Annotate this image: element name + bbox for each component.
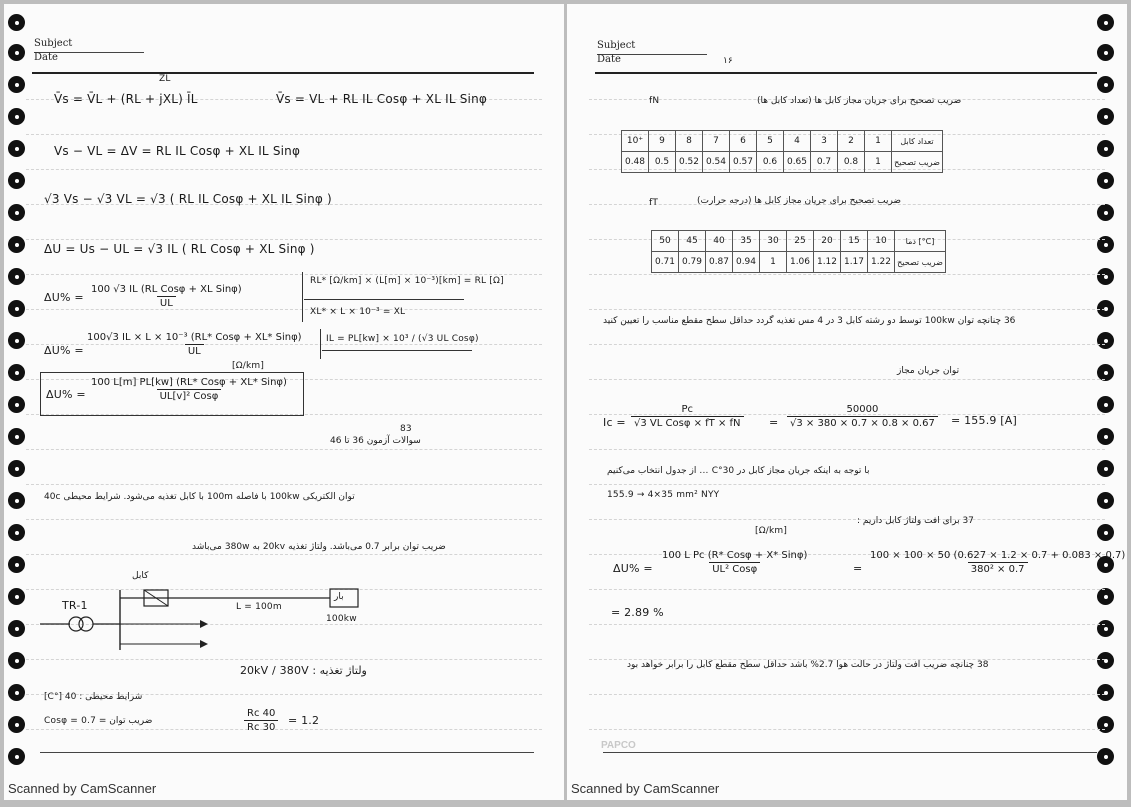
ruled-line [26, 239, 542, 240]
question-36-answer: 155.9 → 4×35 mm² NYY [607, 490, 720, 500]
fraction-denominator: UL [157, 296, 176, 309]
voltage-drop-lhs: ΔU% = [613, 562, 653, 575]
date-label: Date [34, 52, 58, 63]
voltage-drop-result: = 2.89 % [611, 606, 664, 619]
notebook-page-left [4, 4, 564, 800]
fraction-numerator: 100 L[m] PL[kw] (RL* Cosφ + XL* Sinφ) [91, 377, 287, 388]
binding-hole [8, 268, 25, 285]
binding-hole [1097, 428, 1114, 445]
table-cell: 1.22 [868, 252, 895, 273]
circuit-diagram [40, 584, 360, 654]
bottom-rule [40, 752, 534, 753]
table-cell: 0.71 [652, 252, 679, 273]
table1-title: ضریب تصحیح برای جریان مجاز کابل ها (تعداد کابل ها) [757, 96, 962, 106]
current-lhs: Ic = [603, 416, 626, 429]
correction-symbol-count: fN [649, 96, 660, 106]
table-cell: 0.65 [784, 152, 811, 173]
table-cell: 0.94 [733, 252, 760, 273]
table-cell: 1 [865, 152, 892, 173]
table-cell: 5 [757, 131, 784, 152]
table-cell: 30 [760, 231, 787, 252]
binding-hole [8, 76, 25, 93]
scanner-caption: Scanned by CamScanner [571, 781, 720, 796]
resistance-conversion: RL* [Ω/km] × (L[m] × 10⁻³)[km] = RL [Ω] [310, 276, 504, 286]
final-formula-fraction [88, 377, 290, 402]
binding-hole [8, 748, 25, 765]
binding-hole [8, 652, 25, 669]
ruled-line [589, 344, 1105, 345]
binding-hole [1097, 460, 1114, 477]
table-cell: 6 [730, 131, 757, 152]
ambient-temperature-line: شرایط محیطی : 40 [°C] [44, 692, 143, 702]
binding-hole [1097, 396, 1114, 413]
notebook-page-right [567, 4, 1127, 800]
table-row [622, 152, 943, 173]
ruled-line [589, 379, 1105, 380]
correction-symbol-temp: fT [649, 198, 659, 208]
cable-label: کابل [132, 571, 149, 581]
binding-hole [1097, 588, 1114, 605]
cable-length-label: L = 100m [236, 602, 282, 612]
binding-hole [1097, 492, 1114, 509]
fraction-numerator: 50000 [846, 404, 879, 415]
table-cell: 1.06 [787, 252, 814, 273]
ruled-line [26, 449, 542, 450]
unit-label: [Ω/km] [232, 361, 265, 371]
impedance-label: ZL [159, 74, 171, 84]
binding-hole [1097, 684, 1114, 701]
binding-hole [8, 172, 25, 189]
binding-hole [1097, 524, 1114, 541]
question-36-explanation: با توجه به اینکه جریان مجاز کابل در 30°C ... از جدول انتخاب می‌کنیم [607, 466, 870, 476]
arrow-head [200, 620, 208, 628]
table-cell: 15 [841, 231, 868, 252]
table-cell: 4 [784, 131, 811, 152]
table-cell: 2 [838, 131, 865, 152]
table-cell: 0.7 [811, 152, 838, 173]
ratio-value: = 1.2 [288, 714, 320, 727]
table-row [622, 131, 943, 152]
binding-hole [1097, 44, 1114, 61]
binding-hole [8, 44, 25, 61]
arrow-head [200, 640, 208, 648]
ruled-line [26, 519, 542, 520]
table-cell: 10⁺ [622, 131, 649, 152]
table-cell: 1 [865, 131, 892, 152]
table-cell: 7 [703, 131, 730, 152]
table-cell: 0.48 [622, 152, 649, 173]
line-voltage-drop-equation: ΔU = Us − UL = √3 IL ( RL Cosφ + XL Sinφ ) [44, 242, 315, 256]
header-rule [32, 72, 534, 74]
table-header: ضریب تصحیح [895, 252, 946, 273]
three-phase-equation: √3 Vs − √3 VL = √3 ( RL IL Cosφ + XL IL Sinφ ) [44, 192, 332, 206]
binding-hole [8, 716, 25, 733]
ruled-line [589, 589, 1105, 590]
fraction-numerator: Rc 40 [247, 708, 276, 719]
binding-hole [8, 524, 25, 541]
cable-count-table [621, 130, 943, 173]
fraction-numerator: 100 × 100 × 50 (0.627 × 1.2 × 0.7 + 0.083 × 0.7) [870, 550, 1126, 561]
fraction-denominator: √3 × 380 × 0.7 × 0.8 × 0.67 [787, 416, 938, 429]
notebook-brand-watermark: PAPCO [601, 740, 636, 751]
transformer-label: TR-1 [62, 599, 88, 612]
power-factor-line: ضریب توان = Cosφ = 0.7 [44, 716, 153, 726]
voltage-drop-equation: Vs − VL = ΔV = RL IL Cosφ + XL IL Sinφ [54, 144, 301, 158]
table-cell: 8 [676, 131, 703, 152]
binding-hole [8, 428, 25, 445]
ruled-line [26, 554, 542, 555]
table-cell: 0.87 [706, 252, 733, 273]
ruled-line [589, 309, 1105, 310]
ruled-line [26, 729, 542, 730]
binding-hole [8, 236, 25, 253]
load-power-label: 100kw [326, 614, 357, 624]
percent-drop-fraction [88, 284, 245, 309]
table-cell: 10 [868, 231, 895, 252]
question-38: 38 چنانچه ضریب افت ولتاژ در حالت هوا 2.7% باشد حداقل سطح مقطع کابل را برابر خواهد بود [627, 660, 989, 670]
fraction-numerator: 100 L Pc (R* Cosφ + X* Sinφ) [662, 550, 808, 561]
transformer-coil [79, 617, 93, 631]
fraction-denominator: 380² × 0.7 [968, 562, 1028, 575]
ruled-line [26, 274, 542, 275]
fraction-denominator: UL [185, 344, 204, 357]
table-cell: 3 [811, 131, 838, 152]
table-row [652, 252, 946, 273]
fraction-denominator: Rc 30 [244, 720, 278, 733]
date-label: Date [597, 54, 621, 65]
binding-hole [1097, 332, 1114, 349]
binding-hole [8, 556, 25, 573]
binding-hole [8, 14, 25, 31]
problem-statement-2: ضریب توان برابر 0.7 می‌باشد. ولتاژ تغذیه 20kv به 380w می‌باشد [192, 542, 446, 552]
binding-hole [8, 364, 25, 381]
subject-label: Subject [34, 38, 73, 49]
exam-questions-note: سوالات آزمون 36 تا 46 [330, 436, 421, 446]
note-number: 83 [400, 424, 412, 434]
temperature-table [651, 230, 946, 273]
binding-hole [1097, 76, 1114, 93]
ruled-line [26, 169, 542, 170]
unit-label: [Ω/km] [755, 526, 788, 536]
reactance-conversion: XL* × L × 10⁻³ = XL [310, 307, 406, 317]
binding-hole [8, 332, 25, 349]
table-cell: 35 [733, 231, 760, 252]
current-result: = 155.9 [A] [951, 414, 1018, 427]
table-cell: 1.12 [814, 252, 841, 273]
load-label: بار [334, 592, 344, 602]
ruled-line [26, 659, 542, 660]
table-cell: 20 [814, 231, 841, 252]
fraction-denominator: √3 VL Cosφ × fT × fN [631, 416, 744, 429]
table-cell: 0.6 [757, 152, 784, 173]
table-cell: 9 [649, 131, 676, 152]
table-cell: 0.79 [679, 252, 706, 273]
question-36-subnote: توان جریان مجاز [897, 366, 960, 376]
table-cell: 50 [652, 231, 679, 252]
current-fraction-values [787, 404, 938, 429]
current-formula: IL = PL[kw] × 10³ / (√3 UL Cosφ) [326, 334, 479, 344]
ruled-line [589, 519, 1105, 520]
binding-hole [1097, 268, 1114, 285]
equals-sign: = [769, 416, 779, 429]
separator [304, 299, 464, 300]
binding-hole [8, 108, 25, 125]
binding-hole [1097, 14, 1114, 31]
binding-hole [1097, 716, 1114, 733]
binding-hole [1097, 108, 1114, 125]
table-cell: 0.5 [649, 152, 676, 173]
ruled-line [589, 694, 1105, 695]
fraction-numerator: 100√3 IL × L × 10⁻³ (RL* Cosφ + XL* Sinφ) [87, 332, 302, 343]
table-header: تعداد کابل [892, 131, 943, 152]
percent-drop-lhs-2: ΔU% = [44, 344, 84, 357]
binding-hole [8, 204, 25, 221]
magnitude-equation: V̄s = VL + RL IL Cosφ + XL IL Sinφ [276, 92, 488, 106]
voltage-drop-fraction [659, 550, 810, 575]
percent-drop-fraction-2 [84, 332, 305, 357]
table-cell: 0.8 [838, 152, 865, 173]
binding-hole [1097, 140, 1114, 157]
question-36: 36 چنانچه توان 100kw توسط دو رشته کابل 3 در 4 مس تغذیه گردد حداقل سطح مقطع مناسب را تعیین کنید [603, 316, 1016, 326]
separator [322, 350, 472, 351]
table-row [652, 231, 946, 252]
binding-hole [8, 140, 25, 157]
table-cell: 0.52 [676, 152, 703, 173]
binding-hole [8, 620, 25, 637]
ruled-line [26, 484, 542, 485]
table-header: ضریب تصحیح [892, 152, 943, 173]
ruled-line [26, 134, 542, 135]
supply-voltage-line: ولتاژ تغذیه : 20kV / 380V [240, 664, 367, 677]
voltage-drop-fraction-values [867, 550, 1127, 575]
separator [320, 329, 321, 359]
equals-sign: = [853, 562, 863, 575]
table-cell: 25 [787, 231, 814, 252]
ruled-line [589, 484, 1105, 485]
binding-hole [8, 300, 25, 317]
ruled-line [589, 274, 1105, 275]
binding-hole [8, 492, 25, 509]
table-header: دما [°C] [895, 231, 946, 252]
fraction-denominator: UL² Cosφ [709, 562, 760, 575]
table-cell: 1 [760, 252, 787, 273]
fraction-denominator: UL[v]² Cosφ [157, 389, 222, 402]
binding-hole [8, 396, 25, 413]
problem-statement: توان الکتریکی 100kw با فاصله 100m با کابل تغذیه می‌شود. شرایط محیطی 40c [44, 492, 355, 502]
header-rule [595, 72, 1097, 74]
table-cell: 0.54 [703, 152, 730, 173]
scanner-caption: Scanned by CamScanner [8, 781, 157, 796]
ruled-line [26, 309, 542, 310]
table2-title: ضریب تصحیح برای جریان مجاز کابل ها (درجه حرارت) [697, 196, 902, 206]
current-fraction [631, 404, 744, 429]
percent-drop-lhs-3: ΔU% = [46, 388, 86, 401]
resistance-ratio [244, 708, 278, 733]
binding-hole [1097, 748, 1114, 765]
table-cell: 1.17 [841, 252, 868, 273]
binding-hole [8, 684, 25, 701]
binding-hole [8, 588, 25, 605]
ruled-line [589, 449, 1105, 450]
separator [302, 272, 303, 322]
ruled-line [589, 729, 1105, 730]
bottom-rule [603, 752, 1097, 753]
table-cell: 0.57 [730, 152, 757, 173]
binding-hole [1097, 204, 1114, 221]
binding-hole [8, 460, 25, 477]
fraction-numerator: 100 √3 IL (RL Cosφ + XL Sinφ) [91, 284, 242, 295]
phasor-equation: V̄s = V̄L + (RL + jXL) ĪL [54, 92, 198, 106]
date-value: ۱۶ [723, 56, 733, 66]
binding-hole [1097, 172, 1114, 189]
percent-drop-lhs: ΔU% = [44, 291, 84, 304]
table-cell: 45 [679, 231, 706, 252]
table-cell: 40 [706, 231, 733, 252]
ruled-line [589, 624, 1105, 625]
binding-hole [1097, 620, 1114, 637]
subject-label: Subject [597, 40, 636, 51]
binding-hole [1097, 652, 1114, 669]
question-37: 37 برای افت ولتاژ کابل داریم : [857, 516, 974, 526]
fraction-numerator: Pc [681, 404, 694, 415]
